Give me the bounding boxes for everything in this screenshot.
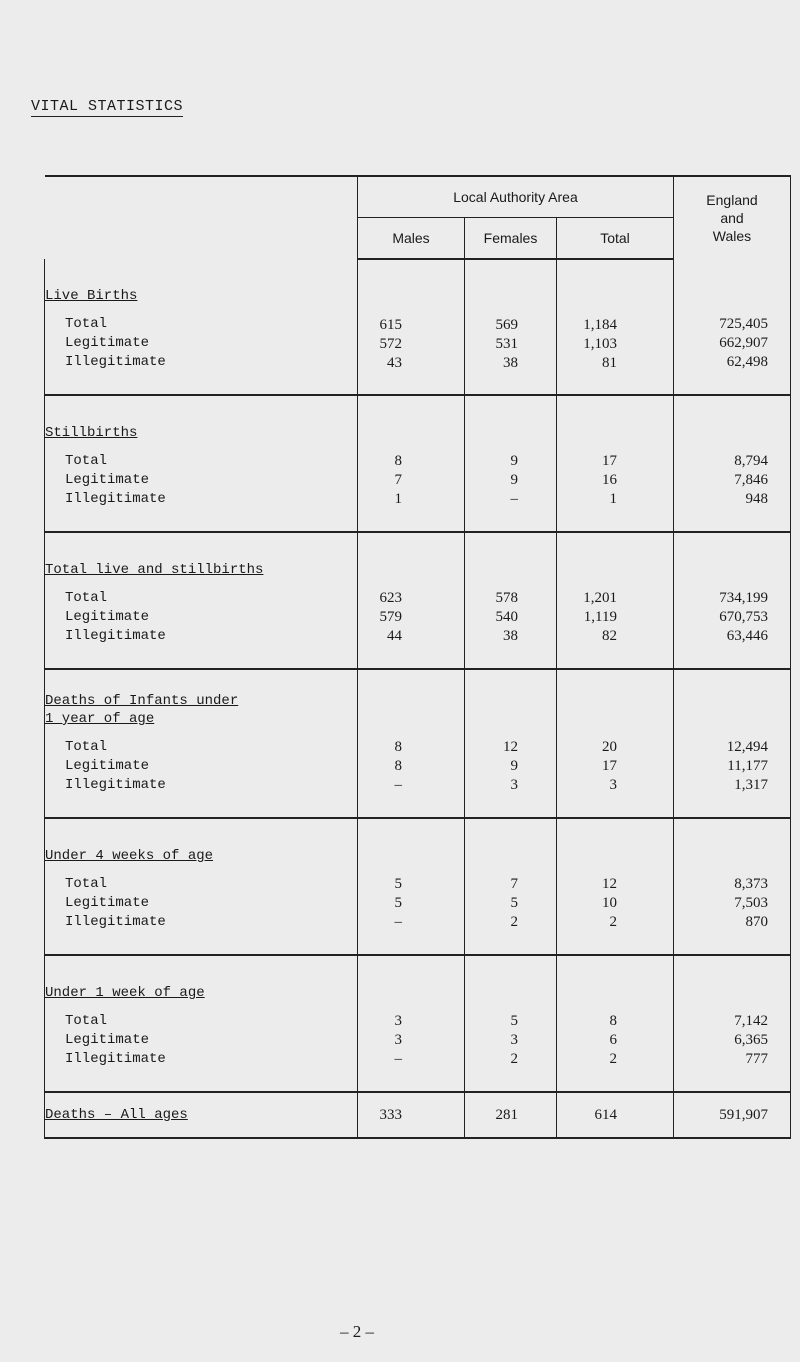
males-value: 623: [379, 590, 402, 606]
row-label: Total: [65, 1013, 108, 1029]
total-value: 3: [609, 777, 617, 793]
females-value: 2: [510, 1051, 518, 1067]
ew-value: 725,405: [719, 316, 768, 332]
males-value: 615: [379, 317, 402, 333]
total-value: 1,184: [583, 317, 617, 333]
ew-value: 777: [745, 1051, 768, 1067]
total-value: 2: [609, 914, 617, 930]
females-value: 3: [510, 777, 518, 793]
row-label: Illegitimate: [65, 491, 166, 507]
ew-value: 7,846: [734, 472, 768, 488]
ew-value: 948: [745, 491, 768, 507]
females-value: 38: [503, 355, 518, 371]
section-title: Stillbirths: [45, 425, 138, 441]
ew-value: 11,177: [727, 758, 768, 774]
total-value: 1,103: [583, 336, 617, 352]
section-live-births: [45, 259, 791, 395]
males-value: 579: [379, 609, 402, 625]
header-total: Total: [557, 218, 674, 260]
row-label: Legitimate: [65, 895, 150, 911]
row-label: Illegitimate: [65, 777, 166, 793]
total-value: 10: [602, 895, 617, 911]
page-number: – 2 –: [340, 1322, 374, 1341]
total-value: 6: [609, 1032, 617, 1048]
section-title: Total live and stillbirths: [45, 562, 264, 578]
ew-value: 63,446: [726, 628, 768, 644]
females-value: 578: [495, 590, 518, 606]
females-value: 38: [503, 628, 518, 644]
females-value: –: [510, 491, 518, 507]
section-infant-deaths: [45, 669, 791, 818]
section-title: Under 4 weeks of age: [45, 848, 214, 864]
section-title: Deaths – All ages: [45, 1107, 188, 1123]
females-value: 9: [510, 453, 518, 469]
females-value: 569: [495, 317, 518, 333]
ew-value: 662,907: [719, 335, 768, 351]
ew-value: 8,373: [734, 876, 768, 892]
males-value: 43: [387, 355, 402, 371]
females-value: 12: [503, 739, 518, 755]
row-label: Illegitimate: [65, 1051, 166, 1067]
ew-value: 870: [745, 914, 768, 930]
header-england-wales: England and Wales: [674, 176, 791, 259]
row-label: Illegitimate: [65, 628, 166, 644]
males-value: 3: [394, 1013, 402, 1029]
males-value: 44: [387, 628, 402, 644]
section-under-4-weeks: [45, 818, 791, 955]
females-value: 5: [510, 1013, 518, 1029]
females-value: 2: [510, 914, 518, 930]
row-label: Legitimate: [65, 472, 150, 488]
males-value: 5: [394, 895, 402, 911]
males-value: 7: [394, 472, 402, 488]
ew-value: 734,199: [719, 590, 768, 606]
males-value: –: [394, 914, 402, 930]
total-value: 17: [602, 453, 617, 469]
females-value: 281: [495, 1106, 518, 1123]
males-value: 572: [379, 336, 402, 352]
total-value: 614: [594, 1106, 617, 1123]
row-deaths-all-ages: [45, 1092, 791, 1138]
row-label: Total: [65, 739, 108, 755]
section-total-live-and-stillbirths: [45, 532, 791, 669]
females-value: 9: [510, 472, 518, 488]
males-value: 8: [394, 739, 402, 755]
total-value: 1,201: [583, 590, 617, 606]
ew-value: 1,317: [734, 777, 768, 793]
section-stillbirths: [45, 395, 791, 532]
row-label: Legitimate: [65, 758, 150, 774]
ew-value: 8,794: [734, 453, 768, 469]
ew-value: 7,503: [734, 895, 768, 911]
total-value: 8: [609, 1013, 617, 1029]
males-value: 333: [379, 1106, 402, 1123]
females-value: 9: [510, 758, 518, 774]
males-value: –: [394, 777, 402, 793]
section-title: Live Births: [45, 288, 138, 304]
males-value: 5: [394, 876, 402, 892]
females-value: 3: [510, 1032, 518, 1048]
row-label: Legitimate: [65, 1032, 150, 1048]
header-females: Females: [465, 218, 557, 260]
row-label: Total: [65, 876, 108, 892]
vital-statistics-table: [44, 175, 791, 1139]
total-value: 1,119: [583, 609, 617, 625]
row-label: Total: [65, 590, 108, 606]
section-title: Under 1 week of age: [45, 985, 205, 1001]
row-label: Legitimate: [65, 335, 150, 351]
ew-value: 6,365: [734, 1032, 768, 1048]
header-blank: [45, 176, 358, 259]
row-label: Total: [65, 453, 108, 469]
males-value: 8: [394, 453, 402, 469]
row-label: Legitimate: [65, 609, 150, 625]
total-value: 12: [602, 876, 617, 892]
total-value: 20: [602, 739, 617, 755]
section-under-1-week: [45, 955, 791, 1092]
row-label: Total: [65, 316, 108, 332]
males-value: 3: [394, 1032, 402, 1048]
ew-value: 7,142: [734, 1013, 768, 1029]
females-value: 540: [495, 609, 518, 625]
females-value: 5: [510, 895, 518, 911]
females-value: 7: [510, 876, 518, 892]
total-value: 1: [609, 491, 617, 507]
header-local-authority: Local Authority Area: [358, 176, 674, 218]
total-value: 82: [602, 628, 617, 644]
page-title: VITAL STATISTICS: [31, 98, 184, 115]
ew-value: 12,494: [726, 739, 768, 755]
ew-value: 62,498: [726, 354, 768, 370]
row-label: Illegitimate: [65, 354, 166, 370]
ew-value: 591,907: [719, 1106, 768, 1123]
header-males: Males: [358, 218, 465, 260]
males-value: –: [394, 1051, 402, 1067]
ew-value: 670,753: [719, 609, 768, 625]
total-value: 81: [602, 355, 617, 371]
section-title: Deaths of Infants under 1 year of age: [45, 693, 239, 727]
males-value: 8: [394, 758, 402, 774]
total-value: 16: [602, 472, 617, 488]
females-value: 531: [495, 336, 518, 352]
total-value: 2: [609, 1051, 617, 1067]
males-value: 1: [394, 491, 402, 507]
total-value: 17: [602, 758, 617, 774]
row-label: Illegitimate: [65, 914, 166, 930]
